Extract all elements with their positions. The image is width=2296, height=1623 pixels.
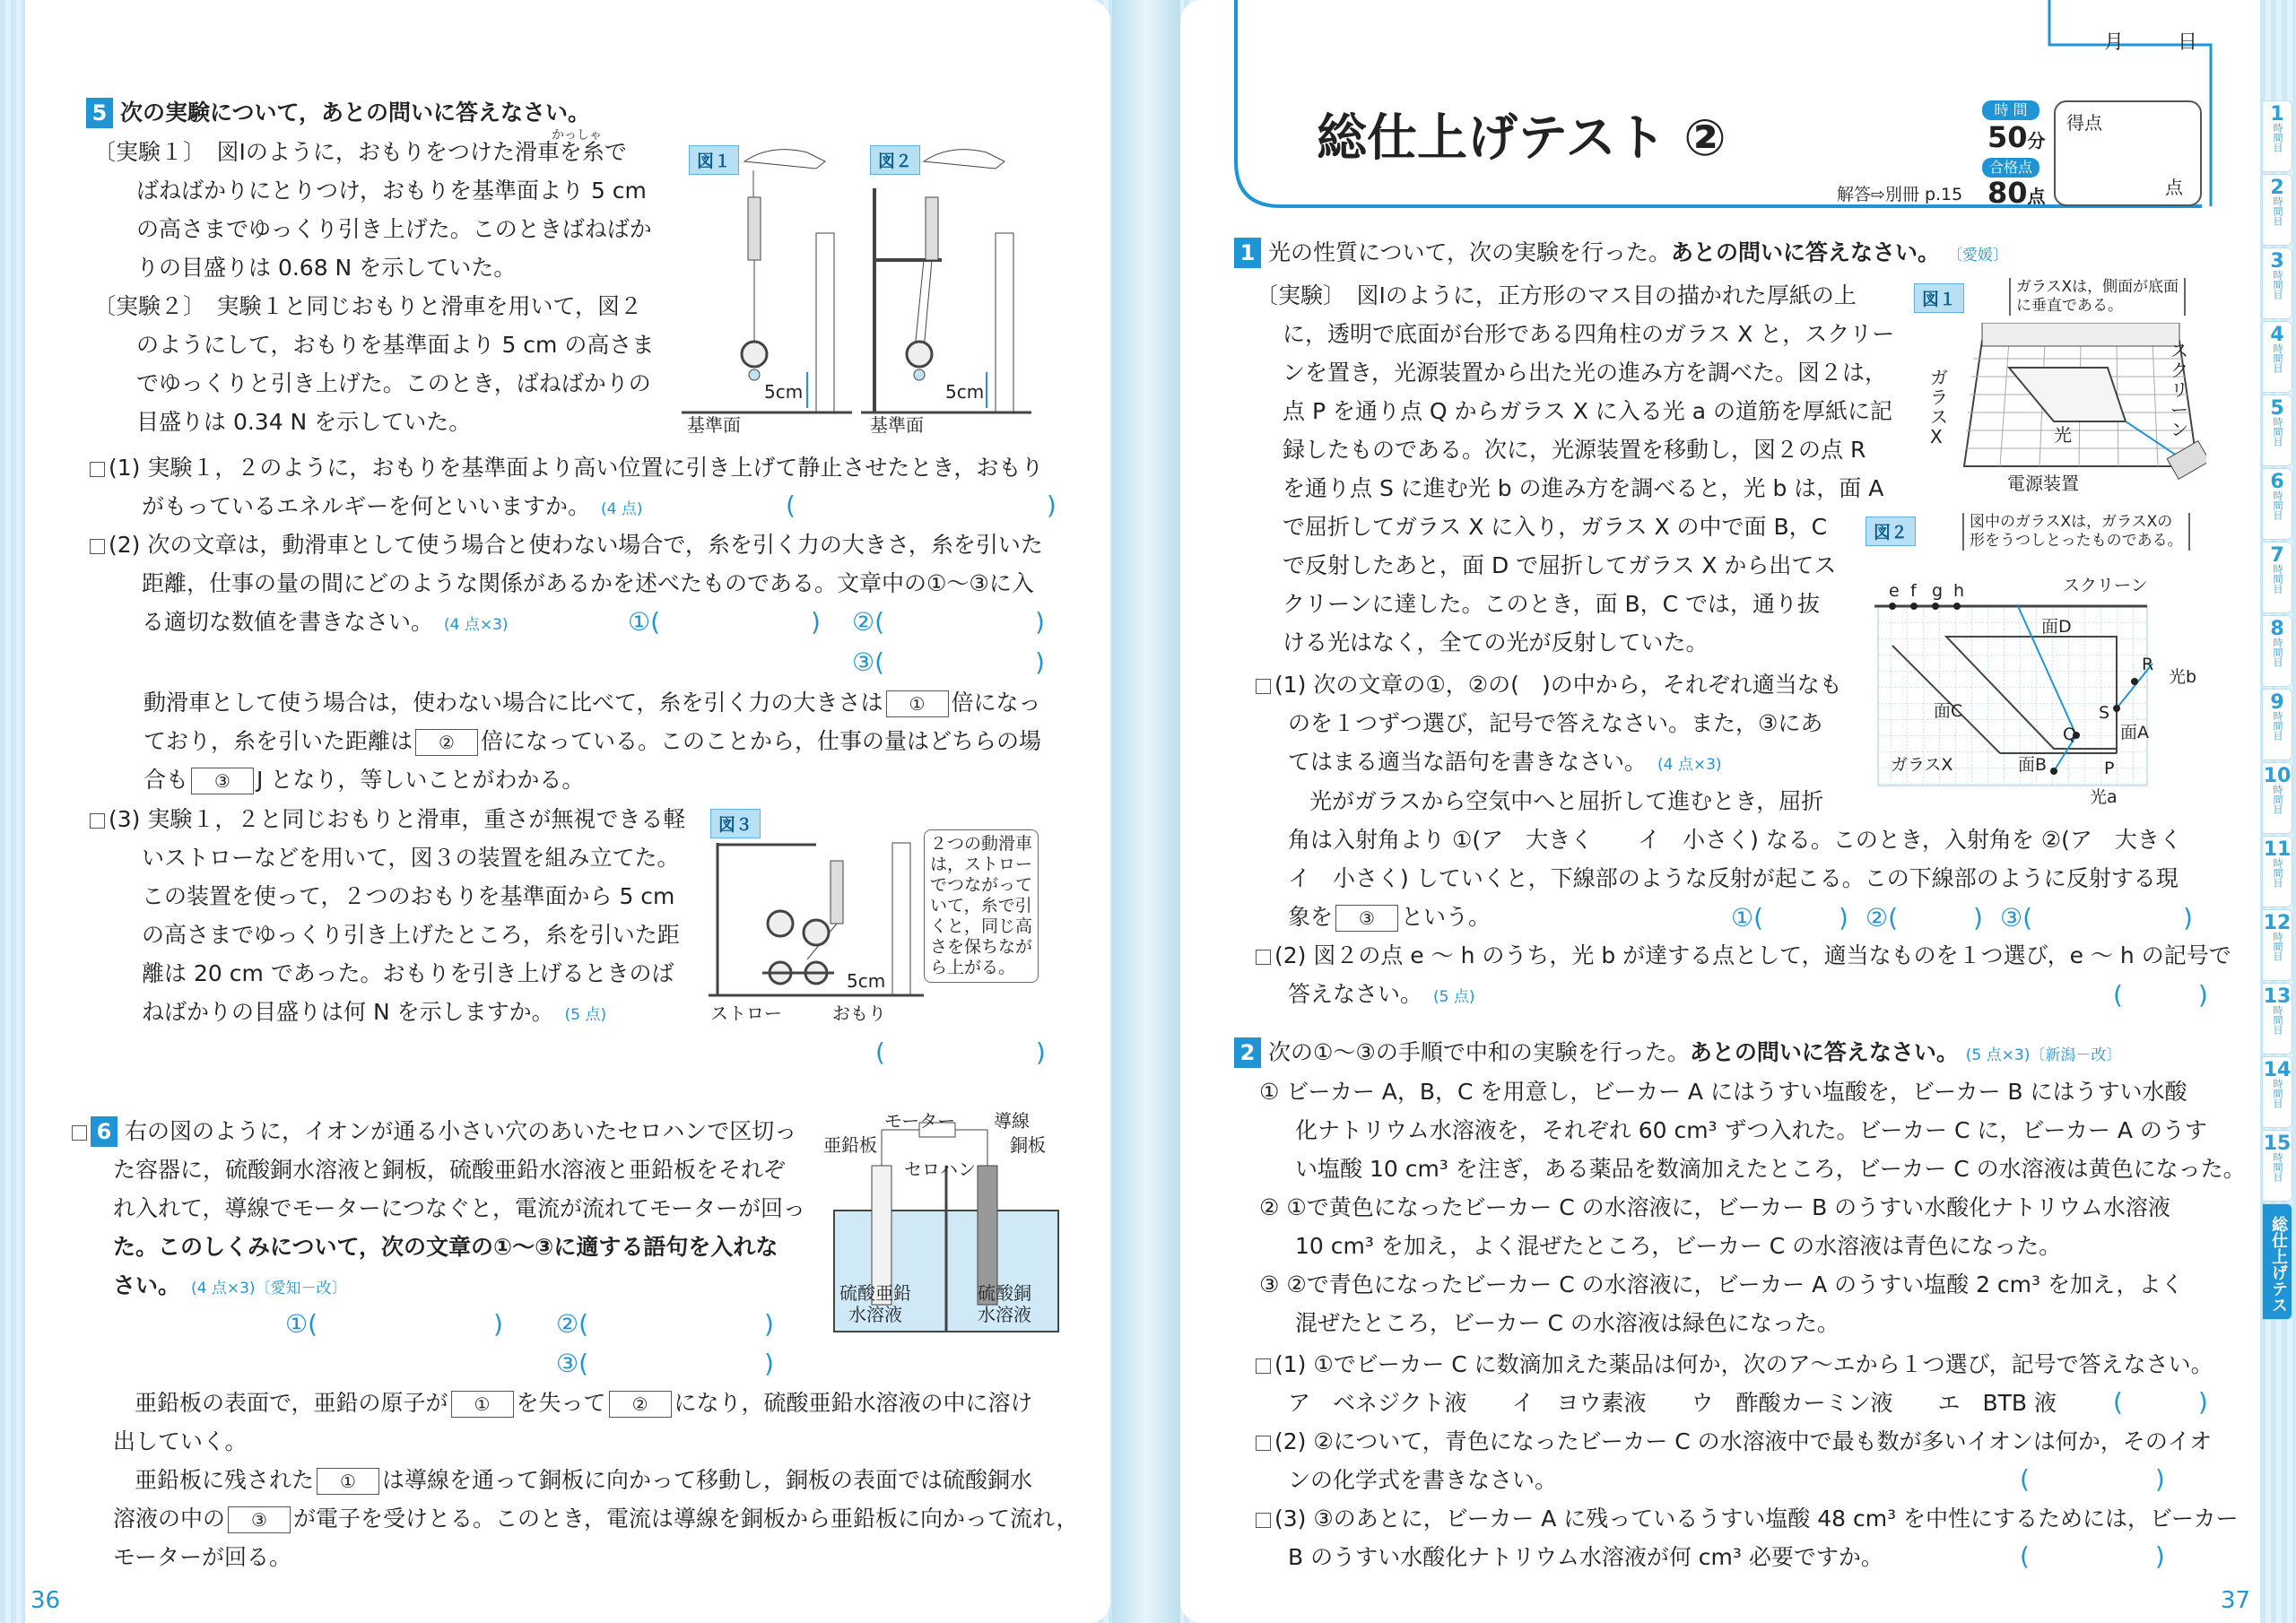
fig1-drawing <box>682 150 852 412</box>
r-fig1-light: 光 <box>2054 424 2072 446</box>
r-q1-header: 1 光の性質について，次の実験を行った。あとの問いに答えなさい。 〔愛媛〕 <box>1234 233 2008 275</box>
tab-9[interactable]: 9 時間目 <box>2262 689 2292 760</box>
q5-q2-line-0: (2) 次の文章は，動滑車として使う場合と使わない場合で，糸を引く力の大きさ，糸を引いた <box>90 525 1043 564</box>
q6-text-line5: モーターが回る。 <box>113 1544 292 1570</box>
fig3-note-line: は，ストロー <box>930 855 1033 874</box>
q5-q1-line-0: (1) 実験１，２のように，おもりを基準面より高い位置に引き上げて静止させたとき，おもり <box>90 448 1043 487</box>
fig3-note-line: ら上がる。 <box>930 958 1016 977</box>
r-q2-step-1: 化ナトリウム水溶液を，それぞれ 60 cm³ ずつ入れた。ビーカー C に，ビーカー A のうす <box>1295 1117 2207 1143</box>
fig2-drawing <box>861 150 1031 412</box>
r-q1-q1-line-0: (1) 次の文章の①，②の( )の中から，それぞれ適当なも <box>1256 665 1842 704</box>
note-line: 形をうつしとったものである。 <box>1970 532 2183 550</box>
q6-text-line2: 出していく。 <box>113 1428 248 1454</box>
q6-line-4: さい。 (4 点×3)〔愛知－改〕 <box>113 1272 347 1298</box>
r-fig2-glass: ガラスX <box>1891 755 1953 775</box>
blank-1: ① <box>886 690 949 717</box>
q5-header <box>86 93 590 132</box>
r-q2-q3-line-1: B のうすい水酸化ナトリウム水溶液が何 cm³ 必要ですか。 <box>1288 1544 1883 1570</box>
r-fig1-note <box>2009 278 2186 316</box>
exp2-line-1: のようにして，おもりを基準面より 5 cm の高さま <box>136 332 655 358</box>
q6-text-line1: 亜鉛板の表面で，亜鉛の原子が ① を失って ② になり，硫酸亜鉛水溶液の中に溶け <box>135 1390 1033 1416</box>
r-fig2-C: 面C <box>1934 701 1963 721</box>
q5-q3-line-0: (3) 実験１，２と同じおもりと滑車，重さが無視できる軽 <box>90 800 685 838</box>
r-fig2-la: 光a <box>2090 787 2118 807</box>
q6-ans3[interactable]: ③( ) <box>556 1349 774 1378</box>
tab-3[interactable]: 3 時間目 <box>2262 247 2292 319</box>
q6-fig-wire: 導線 <box>994 1110 1030 1132</box>
pass-label: 合格点 <box>1982 158 2039 178</box>
q5-q2-line-1: 距離，仕事の量の間にどのような関係があるかを述べたものである。文章中の①〜③に入 <box>142 570 1034 596</box>
r-q1-exp-line-1: に，透明で底面が台形である四角柱のガラス X と，スクリー <box>1283 321 1895 347</box>
r-q2-q2-line-1: ンの化学式を書きなさい。 <box>1288 1467 1558 1493</box>
q5-q2-ans3[interactable]: ③( ) <box>852 647 1045 677</box>
r-q1-exp-line-4: 録したものである。次に，光源装置を移動し，図２の点 R <box>1283 437 1866 463</box>
r-q1-exp-line-5: を通り点 S に進む光 b の進み方を調べると，光 b は，面 A <box>1283 475 1884 501</box>
q5-q2-line-2: る適切な数値を書きなさい。 (4 点×3) <box>142 609 509 635</box>
ruby-kassha: かっしゃ <box>552 128 602 143</box>
fig1-label: 図１ <box>689 145 739 175</box>
q5-q3-line-2: この装置を使って，２つのおもりを基準面から 5 cm <box>142 883 675 909</box>
blank-3: ③ <box>191 768 254 794</box>
r-q2-q3-line-0: (3) ③のあとに，ビーカー A に残っているうすい塩酸 48 cm³ を中性にするためには，ビーカー <box>1256 1499 2239 1538</box>
fig3-note <box>924 829 1039 983</box>
tab-5[interactable]: 5 時間目 <box>2262 395 2292 466</box>
q6-text-line4: 溶液の中の ③ が電子を受けとる。このとき，電流は導線を銅板から亜鉛板に向かって流れ， <box>113 1506 1079 1532</box>
r-fig2-h: h <box>1953 581 1965 601</box>
fig3-weight: おもり <box>832 1002 886 1024</box>
tab-12[interactable]: 12 時間目 <box>2262 909 2292 981</box>
r-q2-q3-answer[interactable]: ( ) <box>2020 1541 2165 1571</box>
r-q1-exp-line-6: で屈折してガラス X に入り，ガラス X の中で面 B，C <box>1283 514 1828 540</box>
sol-label-line: 硫酸亜鉛 <box>839 1282 911 1304</box>
r-q2-q1-answer[interactable]: ( ) <box>2113 1387 2208 1417</box>
tab-2[interactable]: 2 時間目 <box>2262 174 2292 246</box>
tab-14[interactable]: 14 時間目 <box>2262 1056 2292 1128</box>
q6-text-line3: 亜鉛板に残された ① は導線を通って銅板に向かって移動し，銅板の表面では硫酸銅水 <box>135 1467 1033 1493</box>
note-line: 図中のガラスXは，ガラスXの <box>1970 513 2173 531</box>
r-q2-step-2: い塩酸 10 cm³ を注ぎ，ある薬品を数滴加えたところ，ビーカー C の水溶液は黄色になった。 <box>1295 1156 2246 1182</box>
answer-ref: 解答⇨別冊 p.15 <box>1837 185 1963 204</box>
q5-q2-ans1[interactable]: ①( ) <box>628 607 821 637</box>
book-fold <box>1112 0 1180 1623</box>
r-fig2-screen: スクリーン <box>2063 576 2148 595</box>
tab-final-test[interactable]: 総仕上げテスト <box>2262 1203 2292 1320</box>
fig2-base: 基準面 <box>870 414 924 436</box>
q6-number: 6 <box>91 1116 117 1147</box>
tab-13[interactable]: 13 時間目 <box>2262 983 2292 1055</box>
checkbox[interactable] <box>90 462 105 477</box>
q6-line-3: た。このしくみについて，次の文章の①〜③に適する語句を入れな <box>113 1234 778 1260</box>
fig3-diagram <box>709 825 933 1004</box>
fig1-base: 基準面 <box>687 414 741 436</box>
r-fig2-f: f <box>1910 581 1917 601</box>
r-q2-step-6: 混ぜたところ，ビーカー C の水溶液は緑色になった。 <box>1295 1310 1839 1336</box>
checkbox[interactable] <box>90 813 105 829</box>
r-fig1-source: 電源装置 <box>2007 473 2079 494</box>
r-q1-q2-line-1: 答えなさい。 (5 点) <box>1288 981 1475 1007</box>
fig3-note-line: いて，糸で引 <box>930 896 1032 916</box>
page-number-left: 36 <box>30 1587 61 1614</box>
points: (4 点×3) <box>444 616 509 634</box>
points: (5 点) <box>1433 988 1475 1006</box>
tab-1[interactable]: 1 時間目 <box>2262 100 2292 172</box>
r-fig2-R: R <box>2142 655 2154 674</box>
note-line: ガラスXは，側面が底面 <box>2016 278 2179 296</box>
r-q1-t1: 光がガラスから空気中へと屈折して進むとき，屈折 <box>1309 788 1824 814</box>
r-q2-q2-answer[interactable]: ( ) <box>2020 1464 2165 1494</box>
fig3-label: 図３ <box>710 809 761 838</box>
r-fig2-D: 面D <box>2041 617 2072 637</box>
r-fig2-e: e <box>1889 581 1900 601</box>
fig1-distance: 5cm <box>764 381 804 403</box>
r-q1-exp-line-3: 点 P を通り点 Q からガラス X に入る光 a の道筋を厚紙に記 <box>1283 398 1893 424</box>
sol-label-line: 硫酸銅 <box>978 1282 1031 1304</box>
date-month: 月 <box>2104 31 2125 54</box>
q5-q2-ans2[interactable]: ②( ) <box>852 607 1045 637</box>
fig3-distance: 5cm <box>847 970 886 992</box>
fig2-distance: 5cm <box>945 381 985 403</box>
exp2-line-3: 目盛りは 0.34 N を示していた。 <box>136 409 472 435</box>
blank-2: ② <box>415 729 478 756</box>
r-fig1-glass: ガラスX <box>1930 367 1948 447</box>
r-q1-t4: 象を ③ という。 <box>1288 904 1492 930</box>
r-q1-ans1[interactable]: ①( ) <box>1731 903 1848 933</box>
tab-10[interactable]: 10 時間目 <box>2262 762 2292 834</box>
q5-q3-line-3: の高さまでゆっくり引き上げたところ，糸を引いた距 <box>142 922 680 948</box>
checkbox[interactable] <box>1256 1513 1271 1528</box>
q5-intro: 次の実験について，あとの問いに答えなさい。 <box>120 100 591 126</box>
points: (4 点×3) <box>1657 756 1722 774</box>
exp2-line-0: 〔実験２〕 実験１と同じおもりと滑車を用いて，図２ <box>93 293 643 319</box>
q6-ans2[interactable]: ②( ) <box>556 1309 774 1339</box>
r-fig1-screen: スクリーン <box>2170 340 2188 440</box>
r-q1-exp-line-0: 〔実験〕 図Ⅰのように，正方形のマス目の描かれた厚紙の上 <box>1256 282 1857 308</box>
time-value: 50分 <box>1987 120 2046 154</box>
page-number-right: 37 <box>2221 1587 2251 1614</box>
q6-fig-cu: 銅板 <box>1010 1134 1046 1156</box>
tab-15[interactable]: 15 時間目 <box>2262 1130 2292 1202</box>
r-q1-q2-line-0: (2) 図２の点 e 〜 h のうち，光 b が達する点として，適当なものを１つ選び，e 〜 h の記号で <box>1256 936 2231 975</box>
r-q1-t2: 角は入射角より ①(ア 大きく イ 小さく) なる。このとき，入射角を ②(ア 大きく <box>1288 827 2182 853</box>
checkbox[interactable] <box>72 1125 87 1141</box>
pass-value: 80点 <box>1987 176 2046 210</box>
q6-fig-znsol <box>839 1282 911 1325</box>
r-q1-exp-line-2: ンを置き，光源装置から出た光の進み方を調べた。図２は， <box>1283 360 1888 386</box>
q5-q3-line-5: ねばかりの目盛りは何 N を示しますか。 (5 点) <box>142 999 607 1025</box>
q6-fig-zn: 亜鉛板 <box>823 1134 877 1156</box>
tab-4[interactable]: 4 時間目 <box>2262 321 2292 393</box>
q5-q1-line-1: がもっているエネルギーを何といいますか。 (4 点) <box>142 493 643 519</box>
q5-q2-text-line3: 合も ③ J となり，等しいことがわかる。 <box>144 767 585 793</box>
r-fig2-g: g <box>1932 581 1944 601</box>
q6-line-2: れ入れて，導線でモーターにつなぐと，電流が流れてモーターが回っ <box>113 1195 806 1221</box>
q5-q2-text-line1: 動滑車として使う場合は，使わない場合に比べて，糸を引く力の大きさは ① 倍になっ <box>144 690 1041 716</box>
q6-line-1: た容器に，硫酸銅水溶液と銅板，硫酸亜鉛水溶液と亜鉛板をそれぞ <box>113 1157 787 1183</box>
r-q2-header: 2 次の①〜③の手順で中和の実験を行った。あとの問いに答えなさい。 (5 点×3)〔新潟－改〕 <box>1234 1033 2121 1075</box>
q5-q1-answer[interactable]: ( ) <box>786 490 1057 520</box>
r-fig2-P: P <box>2104 759 2115 778</box>
r-q2-step-5: ③ ②で青色になったビーカー C の水溶液に，ビーカー A のうすい塩酸 2 cm³ を加え，よく <box>1259 1271 2184 1298</box>
r-q1-t3: イ 小さく) していくと，下線部のような反射が起こる。この下線部のように反射する現 <box>1288 865 2179 891</box>
r-fig2-note <box>1962 513 2190 551</box>
time-label: 時 間 <box>1982 100 2039 120</box>
points: (5 点) <box>564 1006 607 1024</box>
exp1-line-3: りの目盛りは 0.68 N を示していた。 <box>136 255 517 281</box>
r-q1-q1-line-2: てはまる適当な語句を書きなさい。 (4 点×3) <box>1288 749 1722 775</box>
q5-q3-answer[interactable]: ( ) <box>875 1037 1046 1067</box>
r-fig1-diagram <box>1955 323 2206 493</box>
note-line: に垂直である。 <box>2016 297 2123 315</box>
fig3-note-line: ２つの動滑車 <box>930 834 1033 854</box>
r-fig2-S: S <box>2099 703 2110 723</box>
r-q2-step-3: ② ①で黄色になったビーカー C の水溶液に，ビーカー B のうすい水酸化ナトリウム水溶液 <box>1259 1194 2170 1220</box>
fig3-note-line: さを保ちなが <box>930 937 1033 957</box>
r-q2-step-4: 10 cm³ を加え，よく混ぜたところ，ビーカー C の水溶液は青色になった。 <box>1295 1233 2062 1259</box>
q6-ans1[interactable]: ①( ) <box>285 1309 503 1339</box>
date-day: 日 <box>2178 31 2198 54</box>
r-q2-q2-line-0: (2) ②について，青色になったビーカー C の水溶液中で最も数が多いイオンは何か，そのイオ <box>1256 1422 2212 1461</box>
r-fig2-Q: Q <box>2063 725 2076 744</box>
score-label: 得点 <box>2066 112 2102 134</box>
r-fig2-B: 面B <box>2018 755 2048 775</box>
r-q1-ans3[interactable]: ③( ) <box>2000 903 2193 933</box>
tab-7[interactable]: 7 時間目 <box>2262 542 2292 613</box>
checkbox[interactable] <box>1256 1358 1271 1374</box>
r-q1-q2-answer[interactable]: ( ) <box>2113 980 2208 1010</box>
r-fig2-label: 図２ <box>1866 516 1916 546</box>
r-fig2-A: 面A <box>2120 723 2149 742</box>
q6-fig-cusol <box>978 1282 1031 1325</box>
fig2-label: 図２ <box>870 145 920 175</box>
q6-fig-motor: モーター <box>884 1110 956 1132</box>
q5-q3-line-1: いストローなどを用いて，図３の装置を組み立てた。 <box>142 845 680 871</box>
tab-8[interactable]: 8 時間目 <box>2262 615 2292 687</box>
q5-q2-text-line2: ており，糸を引いた距離は ② 倍になっている。このことから，仕事の量はどちらの場 <box>144 728 1042 754</box>
checkbox[interactable] <box>1256 1436 1271 1451</box>
fig3-straw: ストロー <box>710 1002 782 1024</box>
checkbox[interactable] <box>1256 950 1271 965</box>
exp2-line-2: でゆっくりと引き上げた。このとき，ばねばかりの <box>136 370 651 396</box>
r-q2-q1: (1) ①でビーカー C に数滴加えた薬品は何か，次のア〜エから１つ選び，記号で答えなさい。 <box>1256 1345 2213 1384</box>
exp1-line-1: ばねばかりにとりつけ，おもりを基準面より 5 cm <box>136 178 647 204</box>
exp1-line-0: 〔実験１〕 図Ⅰのように，おもりをつけた滑車を糸で <box>93 139 627 165</box>
fig3-note-line: でつながって <box>930 875 1033 895</box>
page-title: 総仕上げテスト ② <box>1317 109 1726 168</box>
r-fig2-lb: 光b <box>2169 667 2197 687</box>
q6-fig-cello: セロハン <box>904 1159 976 1180</box>
r-q2-step-0: ① ビーカー A，B，C を用意し，ビーカー A にはうすい塩酸を，ビーカー B にはうすい水酸 <box>1259 1079 2187 1105</box>
fig1-fig2-diagram <box>682 135 1058 439</box>
exp1-line-2: の高さまでゆっくり引き上げた。このときばねばか <box>136 216 652 242</box>
score-unit: 点 <box>2165 177 2183 198</box>
sol-label-line: 水溶液 <box>978 1304 1031 1325</box>
q5-number: 5 <box>86 98 113 128</box>
r-q2-q1-options: ア ベネジクト液 イ ヨウ素液 ウ 酢酸カーミン液 エ BTB 液 <box>1288 1390 2057 1416</box>
checkbox[interactable] <box>1256 679 1271 694</box>
r-q1-ans2[interactable]: ②( ) <box>1866 903 1983 933</box>
r-q1-exp-line-9: ける光はなく，全ての光が反射していた。 <box>1283 629 1709 655</box>
points: (4 点) <box>601 500 643 518</box>
sol-label-line: 水溶液 <box>848 1304 902 1325</box>
q6-line-0: 6 右の図のように，イオンが通る小さい穴のあいたセロハンで区切っ <box>72 1112 796 1150</box>
r-fig1-label: 図１ <box>1914 283 1964 313</box>
tab-6[interactable]: 6 時間目 <box>2262 468 2292 540</box>
r-q1-q1-line-1: のを１つずつ選び，記号で答えなさい。また，③にあ <box>1288 710 1823 736</box>
tab-11[interactable]: 11 時間目 <box>2262 836 2292 907</box>
q5-q3-line-4: 離は 20 cm であった。おもりを引き上げるときのば <box>142 960 674 986</box>
q6-points: (4 点×3)〔愛知－改〕 <box>191 1280 347 1298</box>
r-q1-exp-line-8: クリーンに達した。このとき，面 B，C では，通り抜 <box>1283 591 1821 617</box>
r-q1-exp-line-7: で反射したあと，面 D で屈折してガラス X から出てス <box>1283 552 1837 578</box>
fig3-note-line: くと，同じ高 <box>930 916 1033 936</box>
checkbox[interactable] <box>90 539 105 554</box>
